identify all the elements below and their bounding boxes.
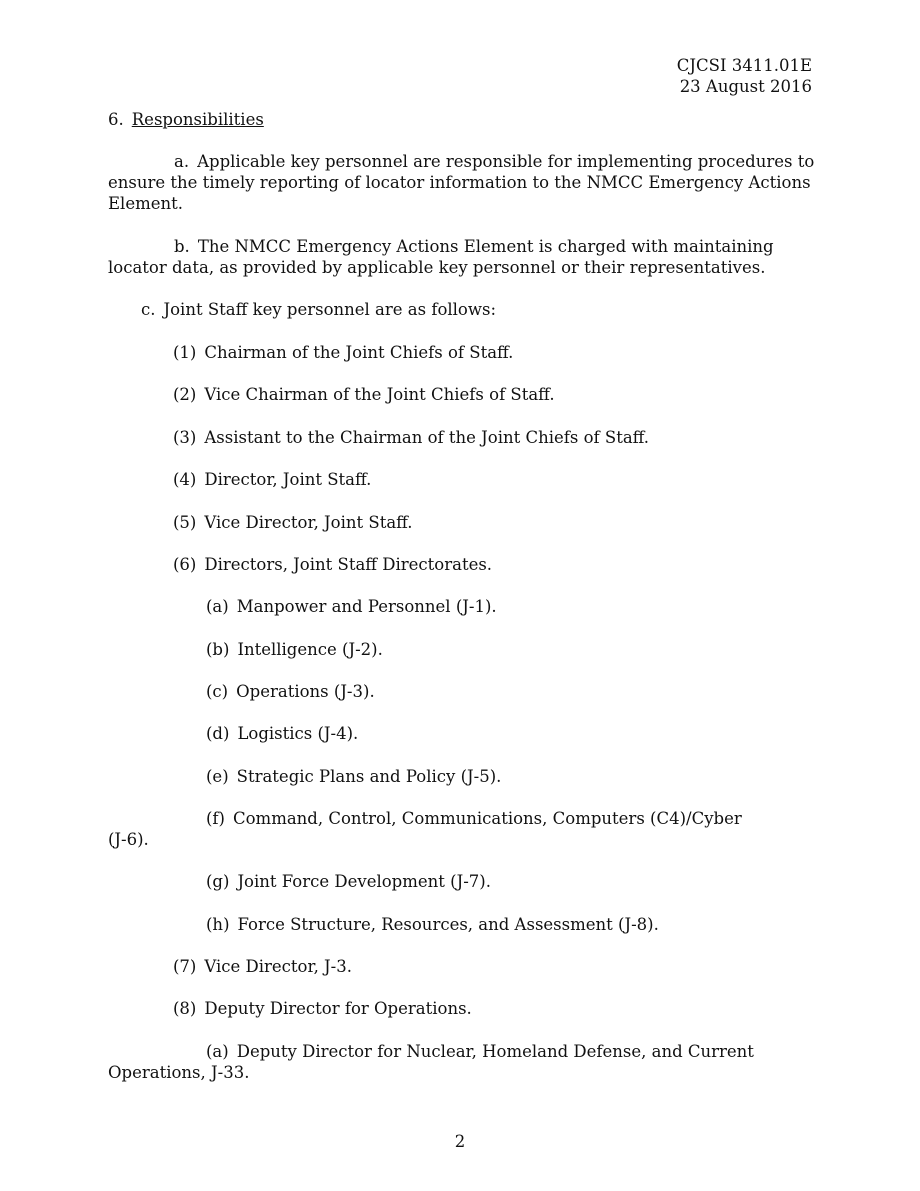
list-item bbox=[173, 512, 413, 533]
list-item-label: (1) bbox=[173, 343, 197, 362]
paragraph-c bbox=[141, 299, 496, 320]
sub-list-item-label: (f) bbox=[206, 809, 225, 828]
sub-list-item-label: (a) bbox=[206, 1042, 229, 1061]
paragraph-c-text: Joint Staff key personnel are as follows: bbox=[163, 300, 497, 319]
list-item-text: Deputy Director for Operations. bbox=[204, 999, 472, 1018]
sub-list-item-label: (e) bbox=[206, 767, 229, 786]
sub-list-item bbox=[206, 766, 501, 787]
list-item-label: (8) bbox=[173, 999, 197, 1018]
sub-list-item-continuation: Operations, J-33. bbox=[108, 1063, 250, 1082]
list-item-text: Vice Director, J-3. bbox=[204, 957, 352, 976]
sub-list-item-label: (b) bbox=[206, 640, 230, 659]
paragraph-a-label: a. bbox=[174, 152, 190, 171]
paragraph-a-text: Applicable key personnel are responsible for implementing procedures to ensure the timely reporting of locator information to the NMCC Emergency Actions Element. bbox=[108, 152, 815, 213]
list-item-label: (6) bbox=[173, 555, 197, 574]
document-date: 23 August 2016 bbox=[679, 77, 812, 96]
list-item bbox=[173, 427, 649, 448]
document-id: CJCSI 3411.01E bbox=[676, 56, 812, 75]
list-item-text: Director, Joint Staff. bbox=[204, 470, 372, 489]
sub-list-item-text: Deputy Director for Nuclear, Homeland Defense, and Current bbox=[236, 1042, 754, 1061]
section-title: Responsibilities bbox=[131, 110, 264, 129]
sub-list-item-text: Manpower and Personnel (J-1). bbox=[236, 597, 497, 616]
list-item bbox=[173, 469, 371, 490]
paragraph-c-label: c. bbox=[141, 300, 156, 319]
sub-list-item-continuation: (J-6). bbox=[108, 830, 149, 849]
sub-list-item-label: (d) bbox=[206, 724, 230, 743]
sub-list-item bbox=[206, 808, 742, 829]
list-item bbox=[173, 384, 555, 405]
sub-list-item-label: (a) bbox=[206, 597, 229, 616]
sub-list-item-text: Intelligence (J-2). bbox=[237, 640, 383, 659]
sub-list-item bbox=[206, 1041, 754, 1062]
paragraph-a bbox=[108, 151, 820, 214]
sub-list-item-text: Strategic Plans and Policy (J-5). bbox=[236, 767, 502, 786]
sub-list-item bbox=[206, 681, 375, 702]
sub-list-item bbox=[206, 871, 491, 892]
sub-list-item-text: Command, Control, Communications, Computers (C4)/Cyber bbox=[232, 809, 742, 828]
sub-list-item bbox=[206, 914, 659, 935]
section-heading bbox=[108, 109, 264, 130]
section-number: 6. bbox=[108, 110, 124, 129]
sub-list-item-text: Logistics (J-4). bbox=[237, 724, 359, 743]
sub-list-item bbox=[206, 723, 358, 744]
list-item-text: Vice Director, Joint Staff. bbox=[204, 513, 413, 532]
sub-list-item bbox=[206, 639, 383, 660]
list-item-text: Vice Chairman of the Joint Chiefs of Staff. bbox=[204, 385, 555, 404]
sub-list-item-text: Operations (J-3). bbox=[236, 682, 375, 701]
paragraph-b-label: b. bbox=[174, 237, 190, 256]
page-number: 2 bbox=[454, 1132, 466, 1151]
list-item-label: (4) bbox=[173, 470, 197, 489]
list-item bbox=[173, 342, 513, 363]
list-item-label: (5) bbox=[173, 513, 197, 532]
sub-list-item-text: Joint Force Development (J-7). bbox=[237, 872, 491, 891]
list-item-label: (3) bbox=[173, 428, 197, 447]
paragraph-b bbox=[108, 236, 820, 278]
sub-list-item-label: (c) bbox=[206, 682, 229, 701]
list-item bbox=[173, 956, 352, 977]
sub-list-item-text: Force Structure, Resources, and Assessment (J-8). bbox=[237, 915, 659, 934]
list-item-label: (7) bbox=[173, 957, 197, 976]
sub-list-item bbox=[206, 596, 497, 617]
sub-list-item-label: (g) bbox=[206, 872, 230, 891]
sub-list-item-label: (h) bbox=[206, 915, 230, 934]
list-item bbox=[173, 554, 492, 575]
document-header bbox=[677, 55, 812, 97]
list-item bbox=[173, 998, 472, 1019]
list-item-label: (2) bbox=[173, 385, 197, 404]
paragraph-b-text: The NMCC Emergency Actions Element is charged with maintaining locator data, as provided by applicable key personnel or their representatives. bbox=[108, 237, 774, 277]
list-item-text: Directors, Joint Staff Directorates. bbox=[204, 555, 493, 574]
list-item-text: Chairman of the Joint Chiefs of Staff. bbox=[204, 343, 514, 362]
list-item-text: Assistant to the Chairman of the Joint Chiefs of Staff. bbox=[204, 428, 650, 447]
